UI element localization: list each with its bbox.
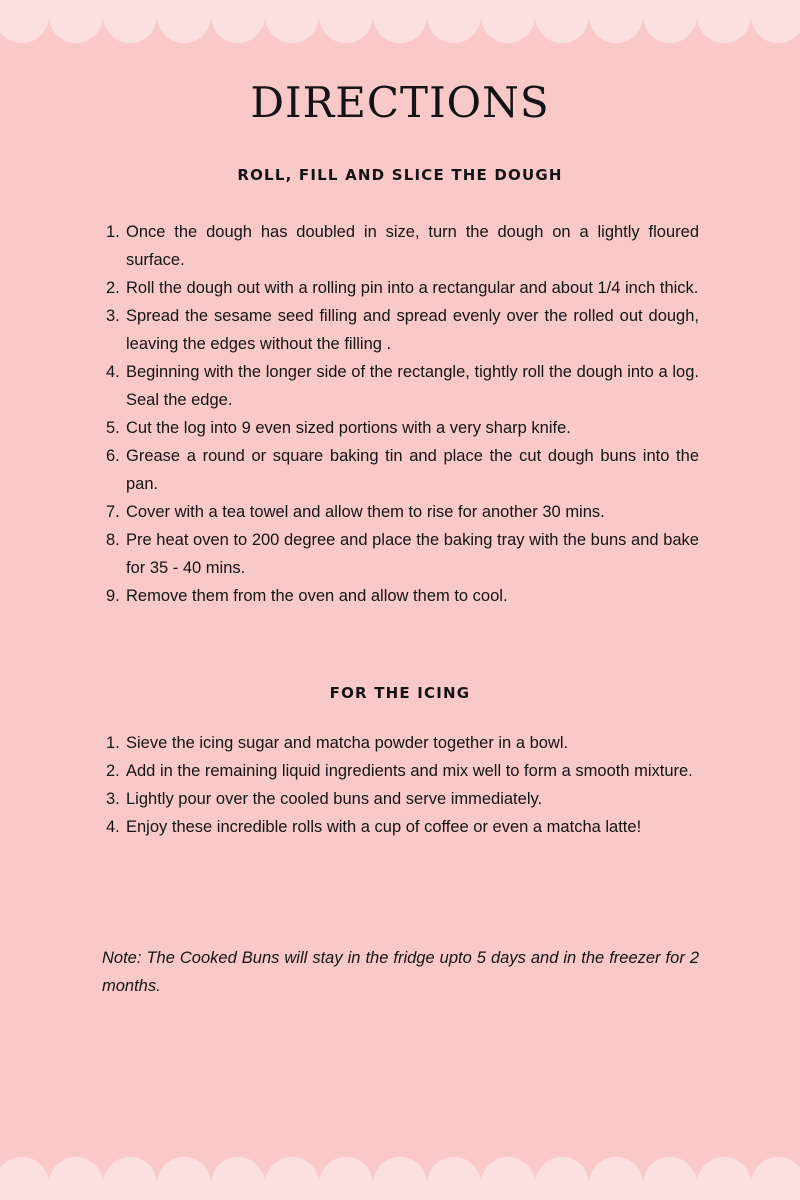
top-scallop-border	[0, 0, 800, 48]
step-number: 3.	[106, 307, 120, 325]
scallop-circle	[49, 1157, 103, 1200]
scallop-circle	[751, 0, 800, 43]
scallop-circle	[643, 1157, 697, 1200]
dough-steps-list	[104, 218, 699, 610]
scallop-circle	[157, 1157, 211, 1200]
section-heading-dough: ROLL, FILL AND SLICE THE DOUGH	[237, 166, 563, 184]
list-item	[104, 785, 699, 813]
scallop-circle	[643, 0, 697, 43]
step-text: Add in the remaining liquid ingredients and mix well to form a smooth mixture.	[126, 762, 693, 780]
list-item	[104, 526, 699, 582]
step-text: Cut the log into 9 even sized portions with a very sharp knife.	[126, 419, 571, 437]
scallop-circle	[481, 1157, 535, 1200]
step-text: Spread the sesame seed filling and spread evenly over the rolled out dough, leaving the edges without the filling .	[126, 307, 699, 353]
scallop-circle	[211, 0, 265, 43]
step-text: Sieve the icing sugar and matcha powder together in a bowl.	[126, 734, 569, 752]
scallop-circle	[697, 1157, 751, 1200]
step-text: Lightly pour over the cooled buns and serve immediately.	[126, 790, 543, 808]
step-number: 5.	[106, 419, 120, 437]
list-item	[104, 414, 699, 442]
scallop-circle	[157, 0, 211, 43]
scallop-circle	[265, 0, 319, 43]
list-item	[104, 218, 699, 274]
section-heading-icing: FOR THE ICING	[329, 684, 471, 702]
scallop-circle	[211, 1157, 265, 1200]
scallop-circle	[589, 0, 643, 43]
step-number: 6.	[106, 447, 120, 465]
step-text: Remove them from the oven and allow them to cool.	[126, 587, 508, 605]
step-text: Cover with a tea towel and allow them to rise for another 30 mins.	[126, 503, 605, 521]
scallop-circle	[535, 0, 589, 43]
scallop-circle	[103, 1157, 157, 1200]
scallop-circle	[103, 0, 157, 43]
step-number: 7.	[106, 503, 120, 521]
step-text: Grease a round or square baking tin and place the cut dough buns into the pan.	[126, 447, 699, 493]
scallop-circle	[319, 0, 373, 43]
step-number: 4.	[106, 363, 120, 381]
list-item	[104, 729, 699, 757]
list-item	[104, 274, 699, 302]
scallop-circle	[373, 1157, 427, 1200]
page-title: DIRECTIONS	[250, 78, 550, 127]
step-text: Beginning with the longer side of the rectangle, tightly roll the dough into a log. Seal the edge.	[126, 363, 699, 409]
step-text: Once the dough has doubled in size, turn the dough on a lightly floured surface.	[126, 223, 699, 269]
storage-note: Note: The Cooked Buns will stay in the fridge upto 5 days and in the freezer for 2 months.	[102, 949, 699, 995]
top-scallop-shape	[0, 0, 800, 48]
scallop-circle	[49, 0, 103, 43]
step-text: Roll the dough out with a rolling pin into a rectangular and about 1/4 inch thick.	[126, 279, 699, 297]
scallop-circle	[589, 1157, 643, 1200]
icing-steps-list	[104, 729, 699, 841]
step-number: 4.	[106, 818, 120, 836]
list-item	[104, 442, 699, 498]
list-item	[104, 358, 699, 414]
list-item	[104, 757, 699, 785]
step-number: 2.	[106, 279, 120, 297]
step-number: 1.	[106, 223, 120, 241]
scallop-circle	[697, 0, 751, 43]
scallop-circle	[0, 1157, 49, 1200]
list-item	[104, 302, 699, 358]
step-text: Pre heat oven to 200 degree and place the baking tray with the buns and bake for 35 - 40 mins.	[126, 531, 699, 577]
bottom-scallop-border	[0, 1152, 800, 1200]
scallop-circle	[427, 0, 481, 43]
scallop-circle	[373, 0, 427, 43]
list-item	[104, 582, 699, 610]
scallop-circle	[427, 1157, 481, 1200]
step-text: Enjoy these incredible rolls with a cup of coffee or even a matcha latte!	[126, 818, 642, 836]
scallop-circle	[751, 1157, 800, 1200]
scallop-circle	[481, 0, 535, 43]
scallop-circle	[265, 1157, 319, 1200]
bottom-scallop-shape	[0, 1152, 800, 1200]
list-item	[104, 498, 699, 526]
step-number: 9.	[106, 587, 120, 605]
list-item	[104, 813, 699, 841]
step-number: 3.	[106, 790, 120, 808]
step-number: 2.	[106, 762, 120, 780]
step-number: 8.	[106, 531, 120, 549]
step-number: 1.	[106, 734, 120, 752]
scallop-circle	[319, 1157, 373, 1200]
scallop-circle	[535, 1157, 589, 1200]
scallop-circle	[0, 0, 49, 43]
